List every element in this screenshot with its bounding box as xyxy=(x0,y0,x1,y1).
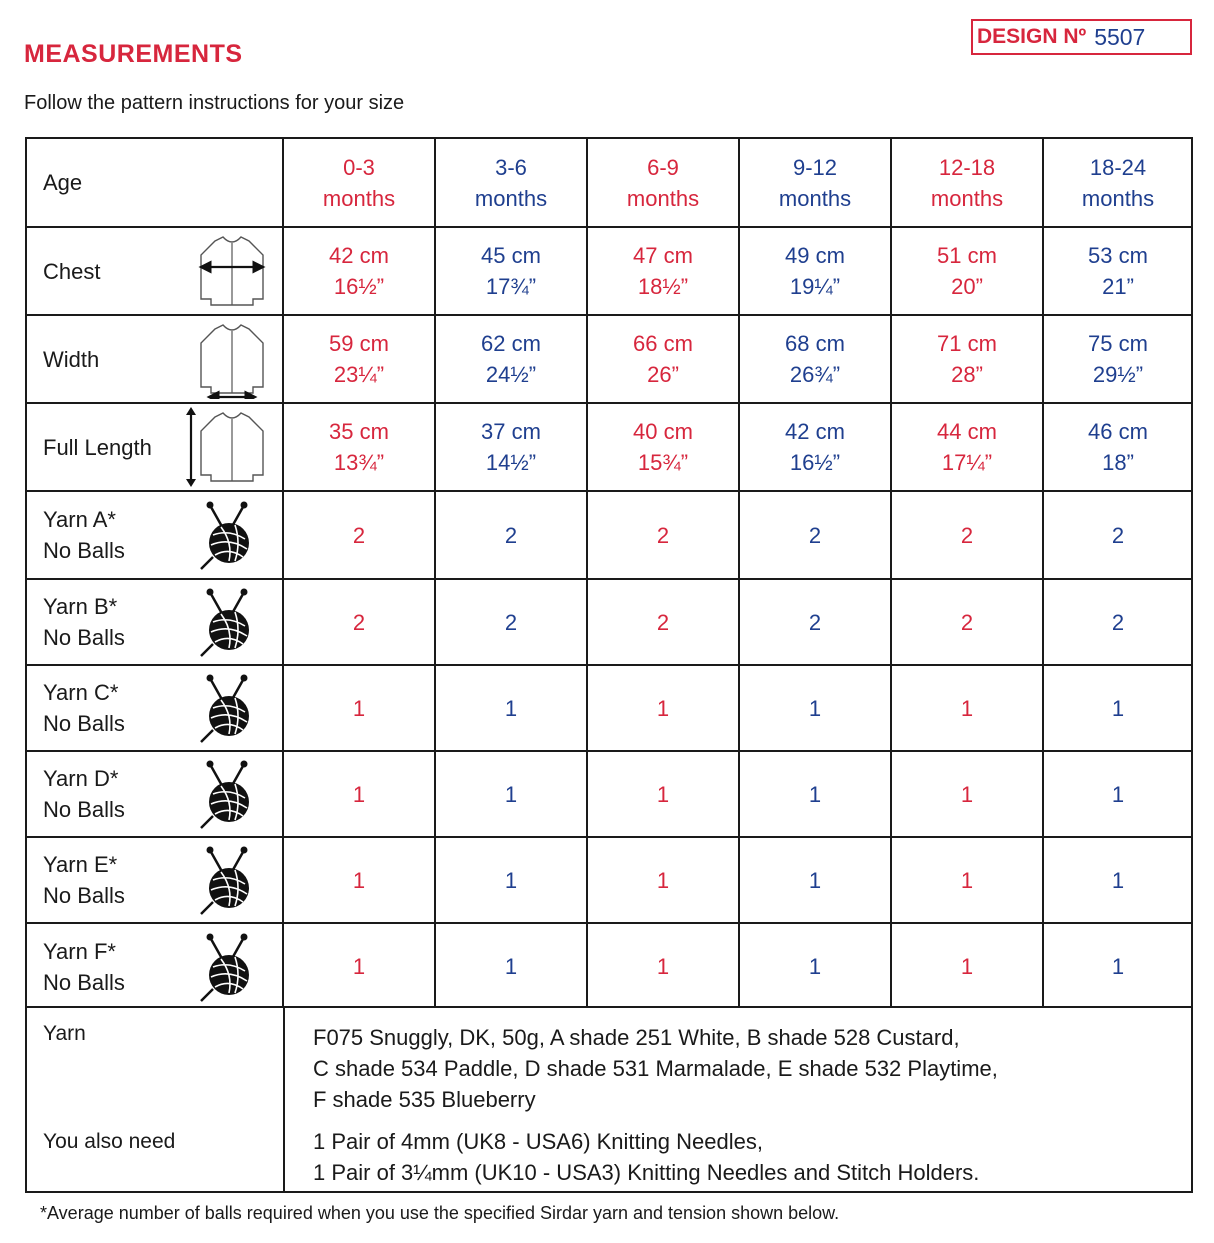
cell-line: 49 cm xyxy=(785,243,845,268)
row-label-yarn xyxy=(43,504,125,566)
measurement-value xyxy=(739,240,891,302)
subtitle: Follow the pattern instructions for your size xyxy=(24,92,405,114)
cell-line: 46 cm xyxy=(1088,419,1148,444)
row-divider xyxy=(27,664,1191,666)
measurement-value xyxy=(739,328,891,390)
measurement-value xyxy=(587,416,739,478)
cell-line: 1 xyxy=(504,695,518,721)
row-divider xyxy=(27,226,1191,228)
chest-diagram-icon xyxy=(195,231,269,311)
also-need-details xyxy=(313,1126,979,1188)
cell-line: 2 xyxy=(808,609,822,635)
ball-count xyxy=(435,951,587,982)
ball-count xyxy=(739,865,891,896)
cell-line: 15¾” xyxy=(637,450,689,475)
yarn-ball-icon xyxy=(199,758,255,830)
row-divider xyxy=(27,750,1191,752)
cell-line: 66 cm xyxy=(633,331,693,356)
size-header xyxy=(891,152,1043,214)
yarn-sub: No Balls xyxy=(43,797,125,822)
cell-line: 18½” xyxy=(637,274,689,299)
cell-line: 62 cm xyxy=(481,331,541,356)
ball-count xyxy=(1043,607,1193,638)
yarn-name: Yarn B* xyxy=(43,594,118,619)
yarn-details xyxy=(313,1022,998,1115)
measurement-value xyxy=(435,416,587,478)
yarn-name: Yarn E* xyxy=(43,852,118,877)
cell-line: 1 xyxy=(352,695,366,721)
cell-line: 1 xyxy=(352,781,366,807)
cell-line: 12-18 xyxy=(938,155,996,180)
yarn-icon-wrap xyxy=(199,672,255,749)
need-line: 1 Pair of 3¼mm (UK10 - USA3) Knitting Needles and Stitch Holders. xyxy=(313,1160,980,1185)
cell-line: 19¼” xyxy=(789,274,841,299)
measurement-value xyxy=(435,240,587,302)
cell-line: 75 cm xyxy=(1088,331,1148,356)
cell-line: 51 cm xyxy=(937,243,997,268)
cell-line: 44 cm xyxy=(937,419,997,444)
yarn-sub: No Balls xyxy=(43,538,125,563)
ball-count xyxy=(891,951,1043,982)
cell-line: 1 xyxy=(808,695,822,721)
ball-count xyxy=(587,865,739,896)
cell-line: 0-3 xyxy=(343,155,375,180)
cell-line: 2 xyxy=(504,609,518,635)
cell-line: 1 xyxy=(808,867,822,893)
ball-count xyxy=(283,865,435,896)
measurement-icon xyxy=(195,407,269,492)
measurement-value xyxy=(891,240,1043,302)
cell-line: 1 xyxy=(504,781,518,807)
size-header xyxy=(587,152,739,214)
row-divider xyxy=(27,922,1191,924)
cell-line: 1 xyxy=(960,781,974,807)
row-label-yarn xyxy=(43,677,125,739)
cell-line: 1 xyxy=(352,954,366,979)
cell-line: 71 cm xyxy=(937,331,997,356)
need-line: 1 Pair of 4mm (UK8 - USA6) Knitting Needles, xyxy=(313,1129,763,1154)
ball-count xyxy=(435,607,587,638)
footnote: *Average number of balls required when you use the specified Sirdar yarn and tension shown below. xyxy=(40,1203,840,1223)
ball-count xyxy=(435,865,587,896)
cell-line: 1 xyxy=(656,781,670,807)
measurement-value xyxy=(891,416,1043,478)
measurements-table xyxy=(25,137,1193,1008)
cell-line: 18” xyxy=(1102,450,1134,475)
cell-line: 68 cm xyxy=(785,331,845,356)
yarn-icon-wrap xyxy=(199,499,255,576)
yarn-icon-wrap xyxy=(199,758,255,835)
yarn-sub: No Balls xyxy=(43,625,125,650)
yarn-ball-icon xyxy=(199,586,255,658)
also-need-label: You also need xyxy=(43,1130,176,1153)
yarn-sub: No Balls xyxy=(43,711,125,736)
cell-line: 21” xyxy=(1102,274,1134,299)
design-number-box xyxy=(971,19,1192,55)
measurement-value xyxy=(739,416,891,478)
measurement-value xyxy=(1043,416,1193,478)
ball-count xyxy=(587,607,739,638)
yarn-ball-icon xyxy=(199,931,255,1003)
measurement-value xyxy=(283,416,435,478)
cell-line: 1 xyxy=(656,954,670,979)
cell-line: 6-9 xyxy=(647,155,679,180)
ball-count xyxy=(283,693,435,724)
cell-line: 17¾” xyxy=(485,274,537,299)
ball-count xyxy=(1043,693,1193,724)
yarn-icon-wrap xyxy=(199,586,255,663)
design-label: DESIGN Nº xyxy=(977,25,1087,48)
cell-line: 1 xyxy=(1111,695,1125,721)
yarn-ball-icon xyxy=(199,672,255,744)
length-arrow-icon xyxy=(185,407,197,487)
row-label-yarn xyxy=(43,849,125,911)
cell-line: 16½” xyxy=(333,274,385,299)
cell-line: 53 cm xyxy=(1088,243,1148,268)
row-label-yarn xyxy=(43,763,125,825)
ball-count xyxy=(283,520,435,551)
length-diagram-icon xyxy=(195,407,269,487)
cell-line: 3-6 xyxy=(495,155,527,180)
row-label-yarn xyxy=(43,591,125,653)
cell-line: 42 cm xyxy=(329,243,389,268)
cell-line: 1 xyxy=(504,867,518,893)
cell-line: 14½” xyxy=(485,450,537,475)
cell-line: 2 xyxy=(656,609,670,635)
cell-line: 2 xyxy=(352,609,366,635)
measurement-value xyxy=(891,328,1043,390)
ball-count xyxy=(739,693,891,724)
cell-line: 59 cm xyxy=(329,331,389,356)
cell-line: 2 xyxy=(656,522,670,548)
cell-line: 26¾” xyxy=(789,362,841,387)
ball-count xyxy=(283,951,435,982)
cell-line: 9-12 xyxy=(792,155,838,180)
ball-count xyxy=(587,951,739,982)
cell-line: 20” xyxy=(951,274,983,299)
cell-line: 2 xyxy=(504,522,518,548)
yarn-name: Yarn F* xyxy=(43,938,116,964)
yarn-name: Yarn D* xyxy=(43,766,119,791)
cell-line: 2 xyxy=(1111,609,1125,635)
ball-count xyxy=(891,693,1043,724)
ball-count xyxy=(587,779,739,810)
ball-count xyxy=(739,951,891,982)
cell-line: months xyxy=(930,186,1004,211)
cell-line: 28” xyxy=(951,362,983,387)
cell-line: 37 cm xyxy=(481,419,541,444)
cell-line: 2 xyxy=(808,522,822,548)
cell-line: 2 xyxy=(960,522,974,548)
cell-line: 42 cm xyxy=(785,419,845,444)
yarn-name: Yarn A* xyxy=(43,507,116,532)
yarn-sub: No Balls xyxy=(43,969,125,995)
cell-line: 2 xyxy=(960,609,974,635)
cell-line: 17¼” xyxy=(941,450,993,475)
size-header xyxy=(739,152,891,214)
cell-line: 1 xyxy=(656,867,670,893)
row-label-age: Age xyxy=(43,170,83,195)
measurement-value xyxy=(283,328,435,390)
cell-line: 47 cm xyxy=(633,243,693,268)
ball-count xyxy=(891,779,1043,810)
ball-count xyxy=(891,607,1043,638)
yarn-name: Yarn C* xyxy=(43,680,119,705)
page-title: MEASUREMENTS xyxy=(24,40,243,68)
yarn-label: Yarn xyxy=(43,1022,86,1045)
cell-line: 1 xyxy=(960,954,974,979)
width-diagram-icon xyxy=(195,319,269,399)
ball-count xyxy=(739,607,891,638)
cell-line: 29½” xyxy=(1092,362,1144,387)
ball-count xyxy=(739,520,891,551)
size-header xyxy=(1043,152,1193,214)
yarn-info-section xyxy=(25,1006,1193,1193)
measurement-icon xyxy=(195,231,269,316)
cell-line: 45 cm xyxy=(481,243,541,268)
cell-line: 1 xyxy=(960,867,974,893)
yarn-icon-wrap xyxy=(199,931,255,1008)
yarn-icon-wrap xyxy=(199,844,255,921)
ball-count xyxy=(1043,865,1193,896)
yarn-sub: No Balls xyxy=(43,883,125,908)
row-divider xyxy=(27,836,1191,838)
ball-count xyxy=(283,607,435,638)
yarn-line: F075 Snuggly, DK, 50g, A shade 251 White, B shade 528 Custard, xyxy=(313,1025,960,1050)
row-label-measurement: Full Length xyxy=(43,434,152,460)
yarn-ball-icon xyxy=(199,844,255,916)
yarn-ball-icon xyxy=(199,499,255,571)
row-label-measurement: Width xyxy=(43,346,100,372)
measurement-value xyxy=(1043,240,1193,302)
measurement-icon xyxy=(195,319,269,404)
size-header xyxy=(435,152,587,214)
ball-count xyxy=(891,520,1043,551)
cell-line: 2 xyxy=(1111,522,1125,548)
cell-line: 18-24 xyxy=(1089,155,1147,180)
cell-line: months xyxy=(626,186,700,211)
cell-line: months xyxy=(1081,186,1155,211)
ball-count xyxy=(1043,520,1193,551)
cell-line: 1 xyxy=(1111,954,1125,979)
cell-line: 1 xyxy=(504,954,518,979)
cell-line: 23¼” xyxy=(333,362,385,387)
ball-count xyxy=(891,865,1043,896)
row-divider xyxy=(27,578,1191,580)
ball-count xyxy=(1043,951,1193,982)
ball-count xyxy=(435,779,587,810)
cell-line: 1 xyxy=(808,781,822,807)
cell-line: 26” xyxy=(647,362,679,387)
cell-line: 1 xyxy=(352,867,366,893)
size-header xyxy=(283,152,435,214)
measurement-value xyxy=(587,240,739,302)
measurement-value xyxy=(283,240,435,302)
measurement-value xyxy=(435,328,587,390)
cell-line: 2 xyxy=(352,522,366,548)
cell-line: 24½” xyxy=(485,362,537,387)
ball-count xyxy=(435,693,587,724)
row-label-yarn xyxy=(43,936,125,998)
cell-line: 16½” xyxy=(789,450,841,475)
ball-count xyxy=(435,520,587,551)
cell-line: 1 xyxy=(1111,867,1125,893)
cell-line: 40 cm xyxy=(633,419,693,444)
cell-line: months xyxy=(322,186,396,211)
cell-line: months xyxy=(778,186,852,211)
cell-line: 35 cm xyxy=(329,419,389,444)
cell-line: 1 xyxy=(808,954,822,979)
design-number: 5507 xyxy=(1094,23,1146,50)
ball-count xyxy=(587,693,739,724)
ball-count xyxy=(1043,779,1193,810)
yarn-line: F shade 535 Blueberry xyxy=(313,1087,536,1112)
ball-count xyxy=(587,520,739,551)
measurement-value xyxy=(1043,328,1193,390)
cell-line: 1 xyxy=(656,695,670,721)
footer-divider xyxy=(283,1006,285,1191)
cell-line: 1 xyxy=(960,695,974,721)
yarn-line: C shade 534 Paddle, D shade 531 Marmalade, E shade 532 Playtime, xyxy=(313,1056,998,1081)
cell-line: 13¾” xyxy=(333,450,385,475)
cell-line: 1 xyxy=(1111,781,1125,807)
cell-line: months xyxy=(474,186,548,211)
measurement-value xyxy=(587,328,739,390)
ball-count xyxy=(283,779,435,810)
row-label-measurement: Chest xyxy=(43,258,101,284)
ball-count xyxy=(739,779,891,810)
